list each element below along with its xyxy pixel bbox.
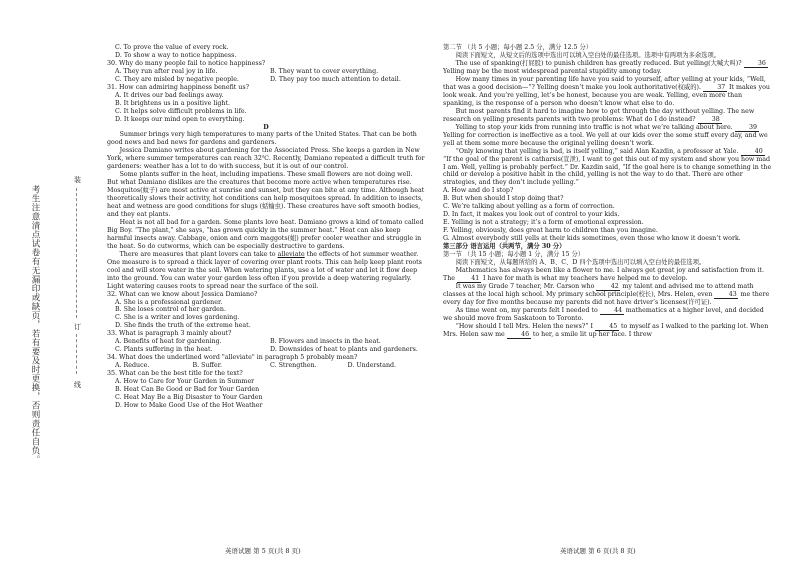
paragraph: Jessica Damiano writes about gardening for the Associated Press. She keeps a garden in New York, where summer temperatures can reach 32℃. Recently, Damiano repeated a difficult truth for gardeners: weather has a lot to do with success, but it is out of our control.	[107, 147, 425, 171]
option-a: A. She is a professional gardener.	[115, 298, 223, 306]
binding-mark-3: 线	[74, 381, 81, 389]
option-d: D. Downsides of heat to plants and gardeners.	[270, 346, 418, 354]
option-c: C. Plants suffering in the heat.	[115, 346, 213, 354]
question-31: 31. How can admiring happiness benefit us?	[107, 83, 249, 91]
blank-44: 44	[600, 307, 624, 315]
page-footer-right: 英语试题 第 6 页(共 8 页)	[560, 547, 636, 555]
instructions: 阅读下面短文，从每题所给的 A、B、C、D 四个选项中选出可以填入空白处的最佳选项。	[455, 258, 706, 266]
option-b: B. She loses control of her garden.	[115, 306, 226, 314]
question-33: 33. What is paragraph 3 mainly about?	[107, 330, 232, 338]
blank-36: 36	[744, 60, 768, 68]
left-column	[107, 44, 425, 410]
option-b: B. But when should I stop doing that?	[443, 195, 564, 203]
option-a: A. They run after real joy in life.	[115, 67, 218, 75]
blank-39: 39	[735, 124, 759, 132]
underlined-word: alleviate	[277, 250, 305, 258]
option-b: B. They want to cover everything.	[270, 67, 379, 75]
option-a: A. Benefits of heat for gardening.	[115, 338, 222, 346]
cut-line-1	[76, 188, 77, 318]
question-34: 34. What does the underlined word "alleviate" in paragraph 5 probably mean?	[107, 354, 358, 362]
paragraph: Yelling to stop your kids from running into traffic is not what we’re talking about here. 39 Yelling for correction is ineffective as a tool. We yell at our kids over the some stuff every day, and we yell at them some more because the original yelling doesn’t work.	[443, 123, 768, 147]
right-column	[443, 44, 773, 339]
paragraph: Mathematics has always been like a flower to me. I always get great joy and satisfaction from it. The 41 I have for math is what my teachers have helped me to develop.	[443, 266, 764, 282]
option-b: B. Flowers and insects in the heat.	[270, 338, 381, 346]
option-c: C. We’re talking about yelling as a form of correction.	[443, 203, 615, 211]
blank-37: 37	[703, 84, 727, 92]
option-d: D. She finds the truth of the extreme heat.	[115, 322, 251, 330]
option-text: C. To prove the value of every rock.	[115, 44, 229, 51]
binding-margin	[0, 0, 100, 561]
passage-letter: D	[263, 123, 269, 131]
option-c: C. It helps solve difficult problems in life.	[115, 107, 247, 115]
question-35: 35. What can be the best title for the text?	[107, 370, 243, 378]
option-text: D. To show a way to notice happiness.	[115, 51, 237, 59]
option-e: E. Yelling is not a strategy; it’s a form of emotional expression.	[443, 219, 644, 227]
part-title: 第三部分 语言运用（共两节，满分 30 分）	[443, 243, 566, 251]
instructions: 阅读下面短文，从短文后的选项中选出可以填入空白处的最佳选项。选项中有两项为多余选项。	[455, 51, 721, 59]
option-a: A. How and do I stop?	[443, 187, 514, 195]
blank-45: 45	[595, 323, 619, 331]
option-c: C. Heat May Be a Big Disaster to Your Garden	[115, 393, 263, 401]
blank-38: 38	[698, 116, 722, 124]
margin-notice: 考生注意清点试卷有无漏印或缺页，若有要及时更换，否则责任自负。	[30, 185, 40, 464]
paragraph: “Only knowing that yelling is bad, is itself yelling,” said Alan Kazdin, a professor at Yale. 40 “If the goal of the parent is catharsis(宣泄), I want to get this out of my system and show you how mad I am. Well, yelling is probably perfect.” Dr. Kazdin said, “If the goal here is to change something in the child or develop a positive habit in the child, yelling is not the way to do that. There are other strategies, and they don’t include yelling.”	[443, 147, 772, 187]
paragraph: It was my Grade 7 teacher, Mr. Carson who 42 my talent and advised me to attend math classes at the local high school. My primary school principle(校长), Mrs. Helen, even 43 me there every day for five months because my parents did not have driver’s licenses(许可证).	[443, 282, 770, 306]
section-header: 第一节 （共 15 小题；每小题 1 分，满分 15 分）	[443, 251, 585, 259]
paragraph: Summer brings very high temperatures to many parts of the United States. That can be both good news and bad news for gardens and gardeners.	[107, 131, 417, 147]
paragraph: But most parents find it hard to imagine how to get through the day without yelling. The new research on yelling presents parents with two problems: What do I do instead? 38	[443, 107, 755, 123]
paragraph: Some plants suffer in the heat, including impatiens. These small flowers are not doing well. But what Damiano dislikes are the creatures that become more active when temperatures rise. Mosquitos(蚊子) are most active at sunrise and sunset, but they can bite at any time. Although heat theoretically slows their activity, hot conditions can help mosquitoes spread. In addition to insects, heat and wetness are good conditions for slugs (蛞蝓虫). These creatures have soft smooth bodies, and they eat plants.	[107, 171, 425, 219]
paragraph: “How should I tell Mrs. Helen the news?” I 45 to myself as I walked to the parking lot. When Mrs. Helen saw me 46 to her, a smile lit up her face. I threw	[443, 322, 769, 338]
option-d: D. How to Make Good Use of the Hot Weather	[115, 401, 263, 409]
paragraph: The use of spanking(打屁股) to punish children has greatly reduced. But yelling(大喊大叫)? 36 Yelling may be the most widespread parental stupidity among today.	[443, 59, 766, 75]
question-32: 32. What can we know about Jessica Damiano?	[107, 290, 258, 298]
paragraph: There are measures that plant lovers can take to alleviate the effects of hot summer weather. One measure is to spread a thick layer of covering over plant roots. This can help keep plant roots cool and will store water in the soil. When watering plants, use a lot of water and let it flow deep into the ground. You can water your garden less often if you provide a deep watering regularly. Light watering causes roots to spread near the surface of the soil.	[107, 250, 422, 290]
blank-43: 43	[714, 291, 738, 299]
option-c: C. Strengthen.	[270, 362, 317, 370]
paragraph: As time went on, my parents felt I needed to 44 mathematics at a higher level, and decided we should move from Saskatoon to Toronto.	[443, 306, 764, 322]
option-g: G. Almost everybody still yells at their kids sometimes, even those who know it doesn’t work.	[443, 235, 741, 243]
option-b: B. Suffer.	[192, 362, 223, 370]
blank-42: 42	[596, 283, 620, 291]
blank-40: 40	[741, 148, 765, 156]
option-d: D. In fact, it makes you look out of control to your kids.	[443, 211, 620, 219]
option-d: D. Understand.	[347, 362, 397, 370]
paragraph: How many times in your parenting life have you said to yourself, after yelling at your kids, “Well, that was a good decision—”? Yelling doesn’t make you look authoritative(权威的). 37 It makes you look weak. And you’re yelling, let’s be honest, because you are weak. Yelling, even more than spanking, is the response of a person who doesn’t know what else to do.	[443, 75, 770, 107]
option-a: A. Reduce.	[115, 362, 150, 370]
option-a: A. How to Care for Your Garden in Summer	[115, 378, 255, 386]
option-b: B. It brightens us in a positive light.	[115, 99, 230, 107]
binding-mark-2: 订	[74, 323, 81, 331]
option-c: C. She is a writer and loves gardening.	[115, 314, 240, 322]
option-d: D. It keeps our mind open to everything.	[115, 115, 245, 123]
blank-41: 41	[457, 275, 481, 283]
option-c: C. They are misled by negative people.	[115, 75, 239, 83]
question-30: 30. Why do many people fail to notice happiness?	[107, 59, 266, 67]
option-b: B. Heat Can Be Good or Bad for Your Garden	[115, 385, 260, 393]
blank-46: 46	[507, 331, 531, 339]
binding-mark-1: 装	[74, 176, 81, 184]
option-f: F. Yelling, obviously, does great harm to children than you imagine.	[443, 227, 658, 235]
section-header: 第二节 （共 5 小题；每小题 2.5 分，满分 12.5 分）	[443, 44, 593, 51]
option-a: A. It drives our bad feelings away.	[115, 91, 224, 99]
page-footer-left: 英语试题 第 5 页(共 8 页)	[225, 547, 301, 555]
cut-line-2	[76, 334, 77, 374]
paragraph: Heat is not all bad for a garden. Some plants love heat. Damiano grows a kind of tomato called Big Boy. “The plant,” she says, “has grown quickly in the summer heat.” Heat can also keep harmful insects away. Cabbage, onion and corn maggots(蛆) prefer cooler weather and struggle in the heat. So do cutworms, which can be especially destructive to gardens.	[107, 218, 424, 250]
option-d: D. They pay too much attention to detail.	[270, 75, 401, 83]
